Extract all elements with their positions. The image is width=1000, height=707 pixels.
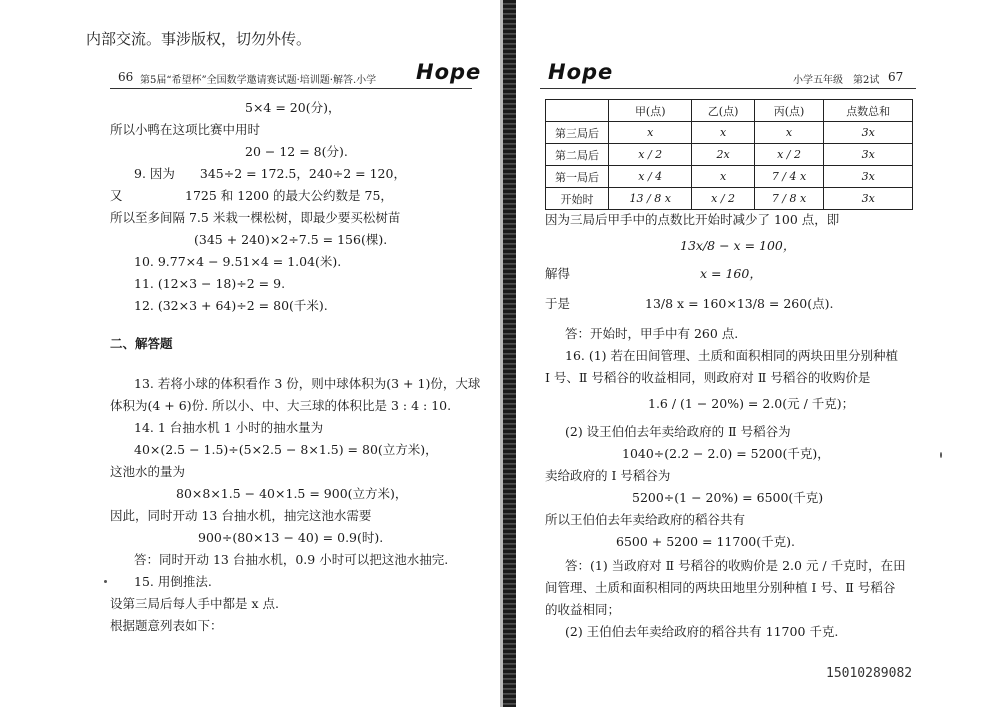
table-cell: x / 2 [754,144,824,166]
table-cell: x / 2 [692,188,754,210]
table-header-cell: 乙(点) [692,100,754,122]
equation-line: 1.6 / (1 − 20%) = 2.0(元 / 千克)； [648,396,855,411]
problem-10-line: 10. 9.77×4 − 9.51×4 = 1.04(米). [134,254,342,269]
table-cell: 3x [824,166,913,188]
table-cell: 13 / 8 x [609,188,692,210]
problem-11-line: 11. (12×3 − 18)÷2 = 9. [134,276,286,291]
table-header-cell: 甲(点) [609,100,692,122]
table-header-cell: 丙(点) [754,100,824,122]
left-hope-logo: Hope [416,60,482,84]
copyright-notice: 内部交流。事涉版权，切勿外传。 [86,30,312,48]
table-header-row [546,100,913,122]
table-cell: x [754,122,824,144]
text-line: 间管理、土质和面积相同的两块田地里分别种植 Ⅰ 号、Ⅱ 号稻谷 [545,580,896,595]
text-line: 设第三局后每人手中都是 x 点. [110,596,279,611]
answer-line: 答：(1) 当政府对 Ⅱ 号稻谷的收购价是 2.0 元 / 千克时，在田 [565,558,906,573]
left-header-rule [110,88,472,89]
row-label: 第二局后 [546,144,609,166]
points-table [545,99,913,210]
right-running-title: 小学五年级 第2试 [793,75,880,86]
equation-line: 6500 + 5200 = 11700(千克). [616,534,795,549]
right-page-number: 67 [888,70,904,84]
table-row [546,166,913,188]
text-line: 80×8×1.5 − 40×1.5 = 900(立方米)， [176,486,408,501]
text-line: 因此，同时开动 13 台抽水机，抽完这池水需要 [110,508,372,523]
table-cell: x [692,166,754,188]
equation-line: 5200÷(1 − 20%) = 6500(千克) [632,490,824,505]
table-cell: 7 / 4 x [754,166,824,188]
answer-line: 答：同时开动 13 台抽水机，0.9 小时可以把这池水抽完. [134,552,449,567]
scan-speck [940,452,942,458]
text-line: (2) 设王伯伯去年卖给政府的 Ⅱ 号稻谷为 [565,424,791,439]
table-cell: x / 2 [609,144,692,166]
book-spine [503,0,516,707]
text-line: 900÷(80×13 − 40) = 0.9(时). [198,530,384,545]
text-line: (345 + 240)×2÷7.5 = 156(棵). [194,232,388,247]
text-line: 所以小鸭在这项比赛中用时 [110,122,261,137]
row-label: 第三局后 [546,122,609,144]
table-row [546,188,913,210]
text-line: 的收益相同； [545,602,621,617]
section-heading: 二、解答题 [110,336,173,351]
table-cell: 3x [824,122,913,144]
problem-9-line: 9. 因为 345÷2 = 172.5，240÷2 = 120， [134,166,406,181]
table-cell: 2x [692,144,754,166]
scan-speck [104,580,107,583]
text-line: 解得 [545,266,571,281]
text-line: 于是 [545,296,571,311]
problem-13-line: 13. 若将小球的体积看作 3 份，则中球体积为(3 + 1)份，大球 [134,376,481,391]
equation-line: 13x/8 − x = 100， [680,238,796,253]
text-line: 又 1725 和 1200 的最大公约数是 75， [110,188,393,203]
table-row [546,122,913,144]
right-header-rule [540,88,916,89]
problem-14-line: 14. 1 台抽水机 1 小时的抽水量为 [134,420,324,435]
table-header-cell: 点数总和 [824,100,913,122]
text-line: 根据题意列表如下： [110,618,223,633]
phone-number: 15010289082 [826,666,913,681]
text-line: 所以至多间隔 7.5 米栽一棵松树，即最少要买松树苗 [110,210,401,225]
left-page-number: 66 [118,70,134,84]
left-running-title: 第5届“希望杯”全国数学邀请赛试题·培训题·解答.小学 [140,75,377,86]
table-cell: x [692,122,754,144]
equation-line: x = 160， [700,266,762,281]
table-cell: 3x [824,144,913,166]
table-row [546,144,913,166]
table-cell: x / 4 [609,166,692,188]
equation-line: 13/8 x = 160×13/8 = 260(点). [645,296,834,311]
text-line: 5×4 = 20(分)， [245,100,341,115]
table-header-cell [546,100,609,122]
row-label: 开始时 [546,188,609,210]
text-line: Ⅰ 号、Ⅱ 号稻谷的收益相同，则政府对 Ⅱ 号稻谷的收购价是 [545,370,871,385]
table-cell: x [609,122,692,144]
problem-12-line: 12. (32×3 + 64)÷2 = 80(千米). [134,298,328,313]
right-hope-logo: Hope [548,60,614,84]
text-line: 40×(2.5 − 1.5)÷(5×2.5 − 8×1.5) = 80(立方米)， [134,442,438,457]
table-cell: 7 / 8 x [754,188,824,210]
text-line: 体积为(4 + 6)份. 所以小、中、大三球的体积比是 3 : 4 : 10. [110,398,452,413]
row-label: 第一局后 [546,166,609,188]
text-line: 因为三局后甲手中的点数比开始时减少了 100 点，即 [545,212,840,227]
text-line: 这池水的量为 [110,464,186,479]
text-line: 卖给政府的 Ⅰ 号稻谷为 [545,468,671,483]
text-line: 20 − 12 = 8(分). [245,144,348,159]
problem-15-line: 15. 用倒推法. [134,574,212,589]
answer-line: 答：开始时，甲手中有 260 点. [565,326,739,341]
text-line: 所以王伯伯去年卖给政府的稻谷共有 [545,512,746,527]
equation-line: 1040÷(2.2 − 2.0) = 5200(千克)， [622,446,830,461]
table-cell: 3x [824,188,913,210]
problem-16-line: 16. (1) 若在田间管理、土质和面积相同的两块田里分别种植 [565,348,899,363]
answer-line: (2) 王伯伯去年卖给政府的稻谷共有 11700 千克. [565,624,839,639]
